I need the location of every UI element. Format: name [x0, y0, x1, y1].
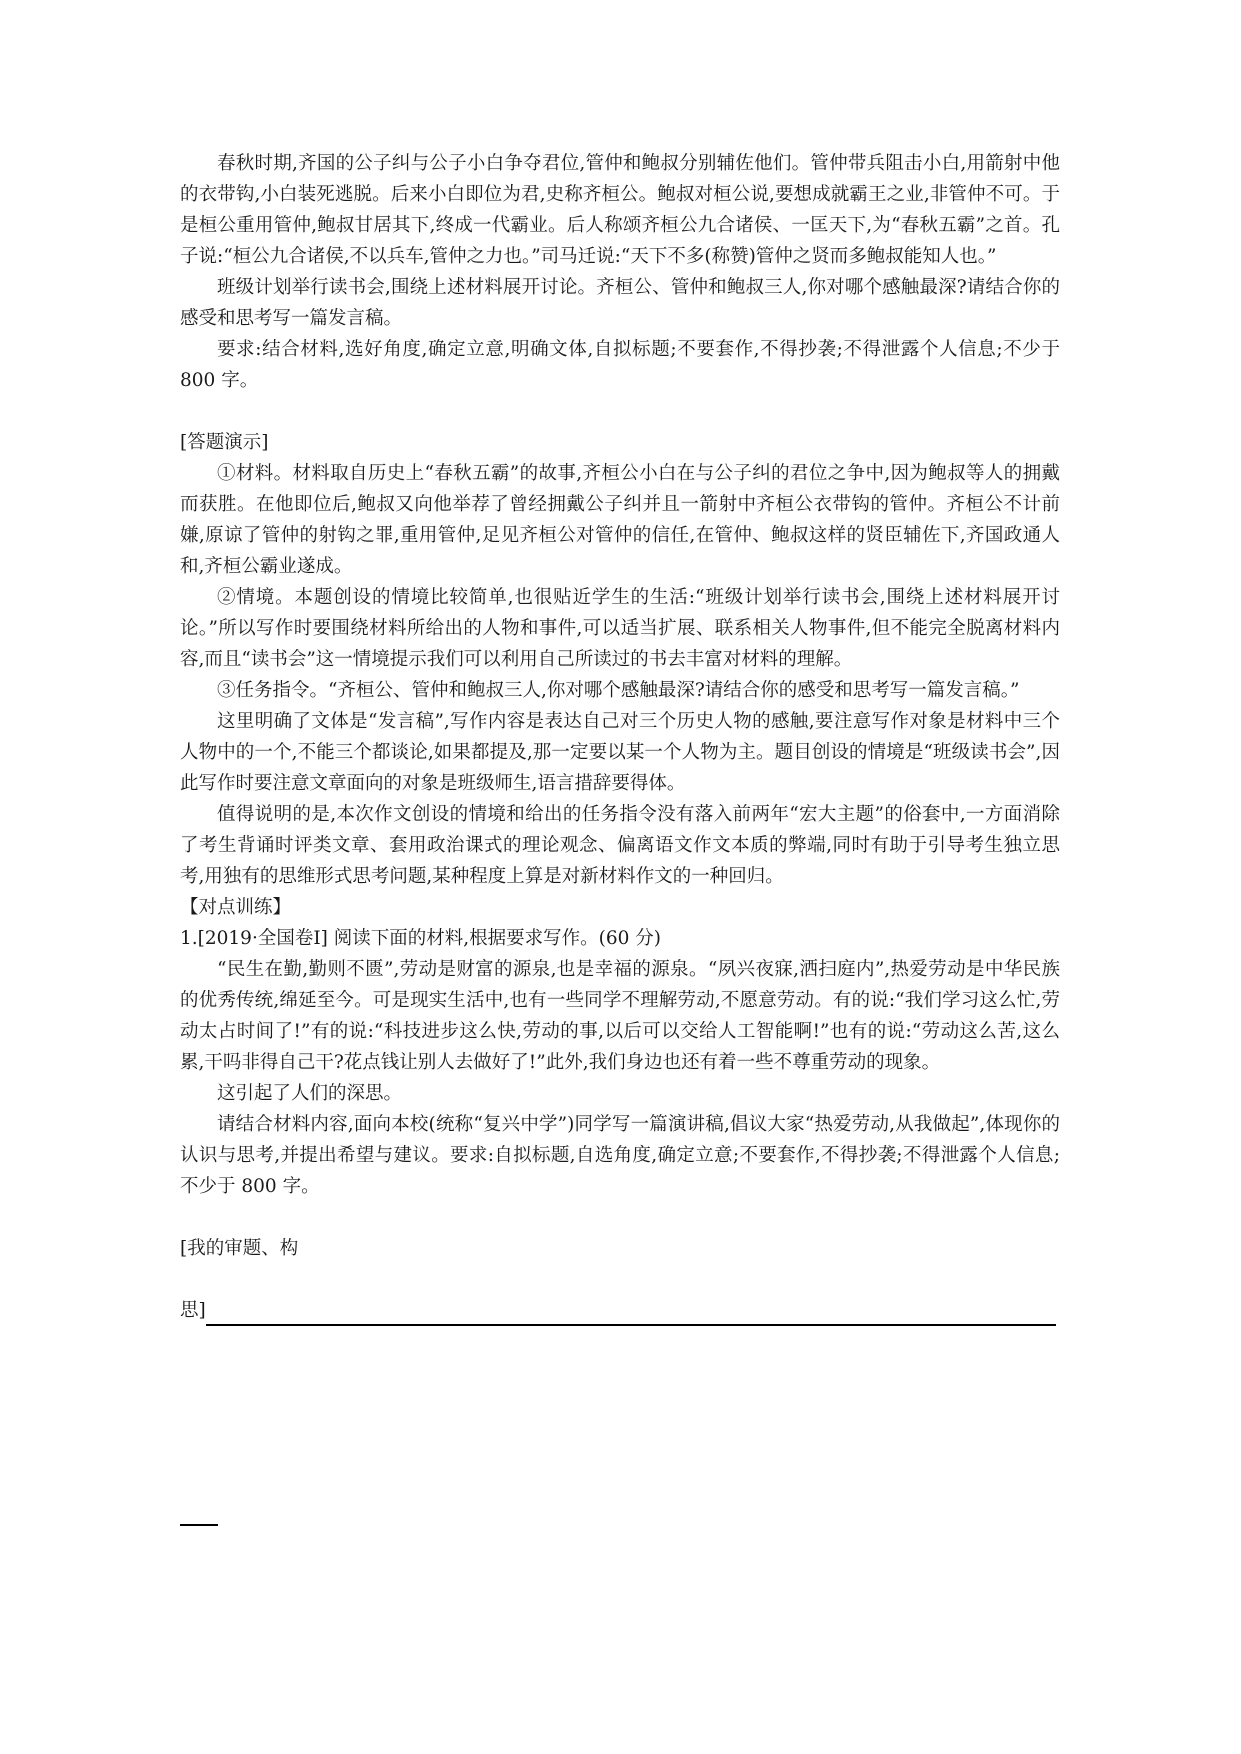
demo-analysis-paragraph: 这里明确了文体是“发言稿”,写作内容是表达自己对三个历史人物的感触,要注意写作对象是材料中三个人物中的一个,不能三个都谈论,如果都提及,那一定要以某一个人物为主。题目创设的情境是“班级读书会”,因此写作时要注意文章面向的对象是班级师生,语言措辞要得体。 [180, 711, 1060, 794]
demo-heading: [答题演示] [180, 432, 269, 453]
material-paragraph-2: 班级计划举行读书会,围绕上述材料展开讨论。齐桓公、管仲和鲍叔三人,你对哪个感触最深?请结合你的感受和思考写一篇发言稿。 [180, 277, 1060, 329]
question-reflection: 这引起了人们的深思。 [217, 1083, 403, 1104]
answer-blank-line[interactable] [206, 1297, 1056, 1326]
demo-conclusion-paragraph: 值得说明的是,本次作文创设的情境和给出的任务指令没有落入前两年“宏大主题”的俗套中,一方面消除了考生背诵时评类文章、套用政治课式的理论观念、偏离语文作文本质的弊端,同时有助于引导考生独立思考,用独有的思维形式思考问题,某种程度上算是对新材料作文的一种回归。 [180, 804, 1060, 887]
demo-item-context: ②情境。本题创设的情境比较简单,也很贴近学生的生活:“班级计划举行读书会,围绕上述材料展开讨论。”所以写作时要围绕材料所给出的人物和事件,可以适当扩展、联系相关人物事件,但不能完全脱离材料内容,而且“读书会”这一情境提示我们可以利用自己所读过的书去丰富对材料的理解。 [180, 587, 1060, 670]
demo-item-task: ③任务指令。“齐桓公、管仲和鲍叔三人,你对哪个感触最深?请结合你的感受和思考写一篇发言稿。” [217, 680, 1020, 701]
document-page [180, 148, 1060, 1326]
question-title: 1.[2019·全国卷Ⅰ] 阅读下面的材料,根据要求写作。(60 分) [180, 928, 661, 949]
material-requirements: 要求:结合材料,选好角度,确定立意,明确文体,自拟标题;不要套作,不得抄袭;不得泄露个人信息;不少于 800 字。 [180, 339, 1060, 391]
answer-label-line-2: 思] [180, 1300, 206, 1321]
answer-blank-short-line[interactable] [180, 1524, 218, 1526]
training-heading: 【对点训练】 [180, 897, 292, 918]
answer-label-line-1: [我的审题、构 [180, 1238, 299, 1259]
answer-line-row [180, 1295, 1060, 1326]
question-requirements: 请结合材料内容,面向本校(统称“复兴中学”)同学写一篇演讲稿,倡议大家“热爱劳动,从我做起”,体现你的认识与思考,并提出希望与建议。要求:自拟标题,自选角度,确定立意;不要套作,不得抄袭;不得泄露个人信息;不少于 800 字。 [180, 1114, 1060, 1197]
demo-item-material: ①材料。材料取自历史上“春秋五霸”的故事,齐桓公小白在与公子纠的君位之争中,因为鲍叔等人的拥戴而获胜。在他即位后,鲍叔又向他举荐了曾经拥戴公子纠并且一箭射中齐桓公衣带钩的管仲。齐桓公不计前嫌,原谅了管仲的射钩之罪,重用管仲,足见齐桓公对管仲的信任,在管仲、鲍叔这样的贤臣辅佐下,齐国政通人和,齐桓公霸业遂成。 [180, 463, 1060, 577]
question-material: “民生在勤,勤则不匮”,劳动是财富的源泉,也是幸福的源泉。“夙兴夜寐,洒扫庭内”,热爱劳动是中华民族的优秀传统,绵延至今。可是现实生活中,也有一些同学不理解劳动,不愿意劳动。有的说:“我们学习这么忙,劳动太占时间了!”有的说:“科技进步这么快,劳动的事,以后可以交给人工智能啊!”也有的说:“劳动这么苦,这么累,干吗非得自己干?花点钱让别人去做好了!”此外,我们身边也还有着一些不尊重劳动的现象。 [180, 959, 1060, 1073]
material-paragraph-1: 春秋时期,齐国的公子纠与公子小白争夺君位,管仲和鲍叔分别辅佐他们。管仲带兵阻击小白,用箭射中他的衣带钩,小白装死逃脱。后来小白即位为君,史称齐桓公。鲍叔对桓公说,要想成就霸王之业,非管仲不可。于是桓公重用管仲,鲍叔甘居其下,终成一代霸业。后人称颂齐桓公九合诸侯、一匡天下,为“春秋五霸”之首。孔子说:“桓公九合诸侯,不以兵车,管仲之力也。”司马迁说:“天下不多(称赞)管仲之贤而多鲍叔能知人也。” [180, 153, 1060, 267]
